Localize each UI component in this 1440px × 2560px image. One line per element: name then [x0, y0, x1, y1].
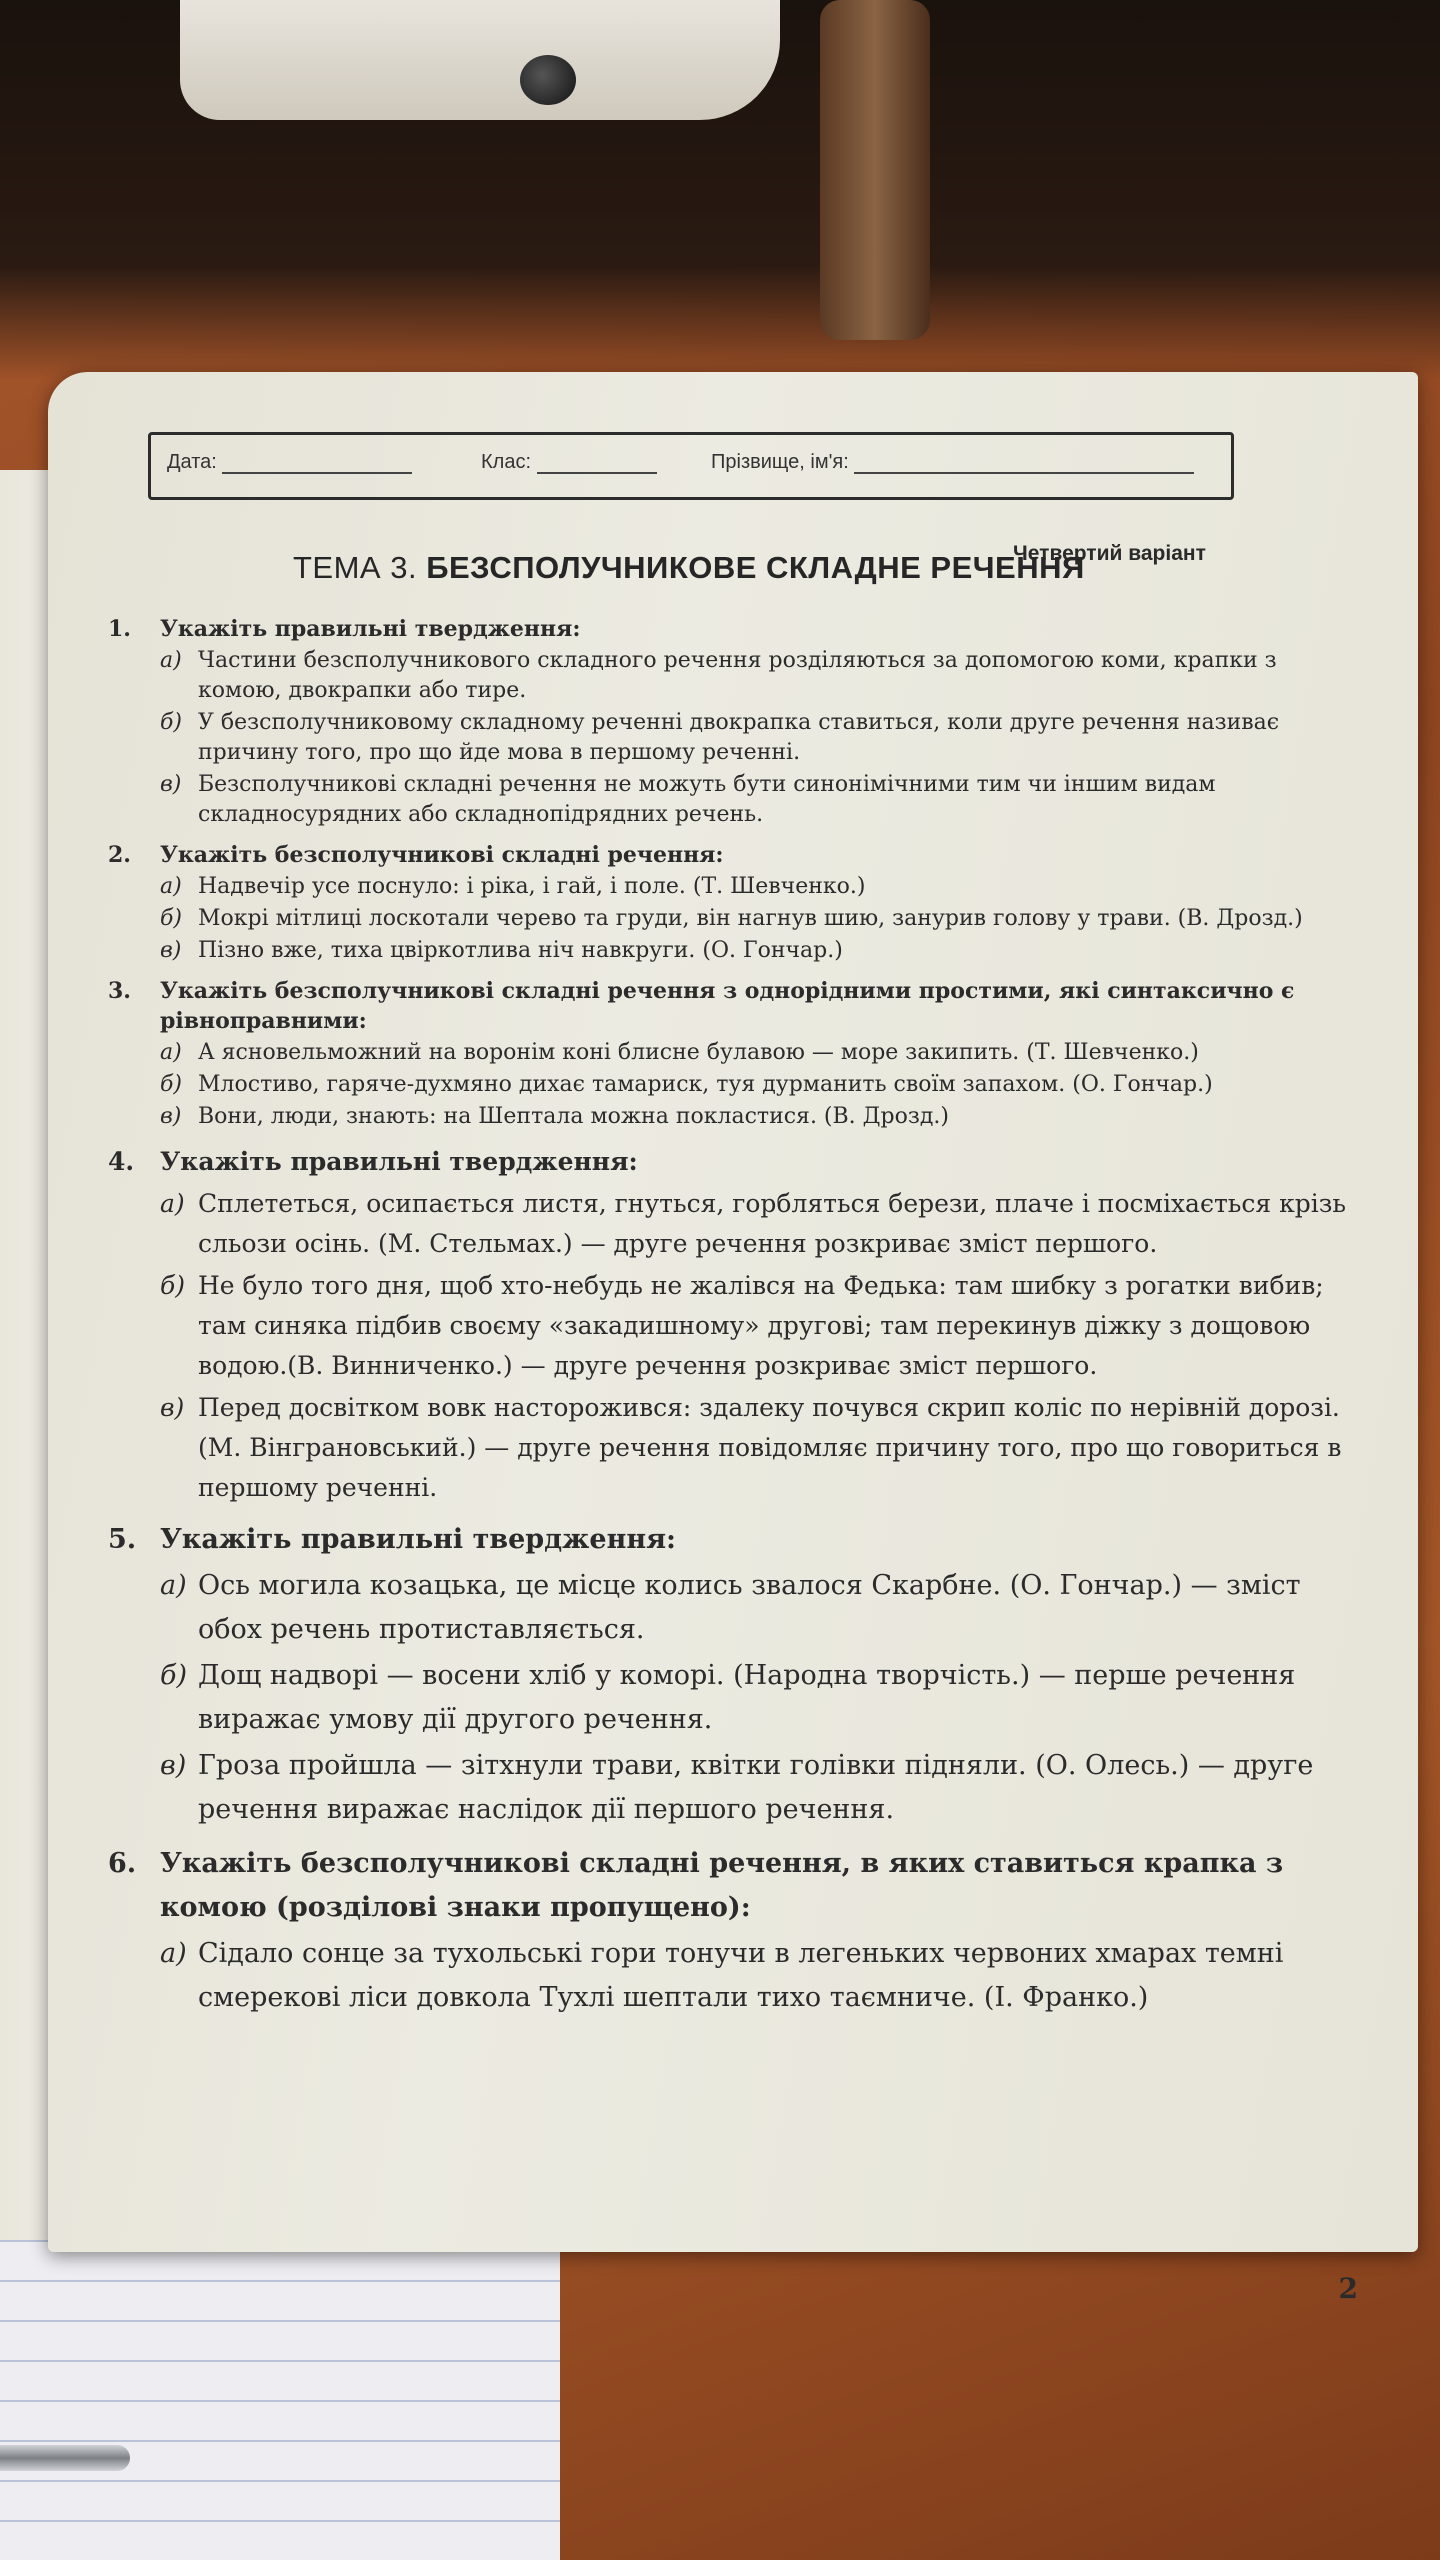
answer-option[interactable]	[160, 936, 1358, 966]
workbook-page	[48, 372, 1418, 2305]
option-text: Мокрі мітлиці лоскотали черево та груди, він нагнув шию, занурив голову у трави. (В. Дрозд.)	[198, 906, 1303, 931]
question	[108, 1518, 1358, 1832]
answer-option[interactable]	[160, 1564, 1358, 1652]
theme-prefix: ТЕМА 3.	[293, 550, 418, 585]
option-text: Безсполучникові складні речення не можуть бути синонімічними тим чи іншим видам складносурядних або складнопідрядних речень.	[198, 772, 1216, 827]
option-text: Надвечір усе поснуло: і ріка, і гай, і поле. (Т. Шевченко.)	[198, 874, 866, 899]
option-text: Не було того дня, щоб хто-небудь не жалівся на Федька: там шибку з рогатки вибив; там синяка підбив своєму «закадишному» другові; там перекинув діжку з дощовою водою.(В. Винниченко.) — друге речення розкриває зміст першого.	[198, 1271, 1324, 1380]
answer-option[interactable]	[160, 1744, 1358, 1832]
name-line[interactable]	[854, 454, 1194, 474]
option-text: Перед досвітком вовк насторожився: здалеку почувся скрип коліс по нерівній дорозі. (М. Вінграновський.) — друге речення повідомляє причину того, про що говориться в першому реченні.	[198, 1393, 1342, 1502]
question-number: 2.	[108, 842, 131, 868]
page-title	[293, 550, 1085, 586]
question	[108, 1842, 1358, 2020]
question	[108, 840, 1358, 966]
question-number: 4.	[108, 1147, 135, 1176]
answer-option[interactable]	[160, 1184, 1358, 1264]
option-text: Дощ надворі — восени хліб у коморі. (Народна творчість.) — перше речення виражає умову дії другого речення.	[198, 1660, 1296, 1735]
option-letter: б)	[160, 1271, 186, 1300]
class-label: Клас:	[481, 451, 531, 473]
question	[108, 1142, 1358, 1508]
answer-option[interactable]	[160, 1654, 1358, 1742]
option-letter: а)	[160, 1040, 182, 1065]
shirt-sleeve	[180, 0, 780, 120]
option-letter: в)	[160, 938, 182, 963]
answer-option[interactable]	[160, 646, 1358, 706]
answer-option[interactable]	[160, 1932, 1358, 2020]
question-text: Укажіть правильні твердження:	[160, 616, 581, 642]
answer-option[interactable]	[160, 1102, 1358, 1132]
option-text: Сідало сонце за тухольські гори тонучи в легеньких червоних хмарах темні смерекові ліси довкола Тухлі шептали тихо таємниче. (І. Франко.)	[198, 1938, 1284, 2013]
option-letter: б)	[160, 710, 183, 735]
class-field	[481, 451, 657, 474]
option-letter: а)	[160, 1189, 185, 1218]
answer-option[interactable]	[160, 872, 1358, 902]
option-letter: б)	[160, 1072, 183, 1097]
answer-option[interactable]	[160, 1038, 1358, 1068]
answer-option[interactable]	[160, 708, 1358, 768]
answer-option[interactable]	[160, 770, 1358, 830]
option-text: Млостиво, гаряче-духмяно дихає тамариск, туя дурманить своїм запахом. (О. Гончар.)	[198, 1072, 1213, 1097]
pen	[0, 2445, 130, 2471]
class-line[interactable]	[537, 454, 657, 474]
exercise-list	[108, 614, 1358, 2305]
date-line[interactable]	[222, 454, 412, 474]
question-number: 5.	[108, 1524, 137, 1555]
date-field	[167, 451, 412, 474]
option-text: А ясновельможний на воронім коні блисне булавою — море закипить. (Т. Шевченко.)	[198, 1040, 1199, 1065]
option-letter: а)	[160, 1570, 187, 1601]
option-text: Пізно вже, тиха цвіркотлива ніч навкруги. (О. Гончар.)	[198, 938, 843, 963]
option-letter: б)	[160, 906, 183, 931]
option-text: Сплететься, осипається листя, гнуться, горбляться берези, плаче і посміхається крізь сльози осінь. (М. Стельмах.) — друге речення розкриває зміст першого.	[198, 1189, 1346, 1258]
answer-option[interactable]	[160, 1266, 1358, 1386]
answer-option[interactable]	[160, 904, 1358, 934]
lined-paper	[0, 2240, 560, 2560]
date-label: Дата:	[167, 451, 217, 473]
shirt-button	[520, 55, 576, 105]
option-letter: в)	[160, 1104, 182, 1129]
answer-option[interactable]	[160, 1070, 1358, 1100]
option-text: Частини безсполучникового складного речення розділяються за допомогою коми, крапки з комою, двокрапки або тире.	[198, 648, 1277, 703]
option-letter: в)	[160, 772, 182, 797]
option-letter: а)	[160, 1938, 187, 1969]
question	[108, 976, 1358, 1132]
answer-option[interactable]	[160, 1388, 1358, 1508]
option-text: Гроза пройшла — зітхнули трави, квітки голівки підняли. (О. Олесь.) — друге речення виражає наслідок дії першого речення.	[198, 1750, 1314, 1825]
name-field	[711, 451, 1194, 474]
option-text: Ось могила козацька, це місце колись звалося Скарбне. (О. Гончар.) — зміст обох речень протиставляється.	[198, 1570, 1301, 1645]
theme-title: БЕЗСПОЛУЧНИКОВЕ СКЛАДНЕ РЕЧЕННЯ	[426, 550, 1085, 585]
question-text: Укажіть безсполучникові складні речення, в яких ставиться крапка з комою (розділові знаки пропущено):	[160, 1848, 1284, 1923]
variant-label: Четвертий варіант	[1013, 542, 1206, 565]
chair-back	[820, 0, 930, 340]
option-letter: в)	[160, 1750, 187, 1781]
name-label: Прізвище, ім'я:	[711, 451, 849, 473]
student-info-box	[148, 432, 1234, 500]
question-number: 3.	[108, 978, 131, 1004]
option-letter: в)	[160, 1393, 185, 1422]
option-text: Вони, люди, знають: на Шептала можна покластися. (В. Дрозд.)	[198, 1104, 949, 1129]
question-number: 1.	[108, 616, 131, 642]
page-number: 2	[1338, 2272, 1358, 2305]
question	[108, 614, 1358, 830]
question-text: Укажіть правильні твердження:	[160, 1147, 638, 1176]
question-text: Укажіть безсполучникові складні речення з однорідними простими, які синтаксично є рівноправними:	[160, 978, 1295, 1034]
question-number: 6.	[108, 1848, 137, 1879]
option-letter: б)	[160, 1660, 188, 1691]
question-text: Укажіть безсполучникові складні речення:	[160, 842, 724, 868]
option-text: У безсполучниковому складному реченні двокрапка ставиться, коли друге речення називає причину того, про що йде мова в першому реченні.	[198, 710, 1280, 765]
question-text: Укажіть правильні твердження:	[160, 1524, 677, 1555]
option-letter: а)	[160, 874, 182, 899]
option-letter: а)	[160, 648, 182, 673]
